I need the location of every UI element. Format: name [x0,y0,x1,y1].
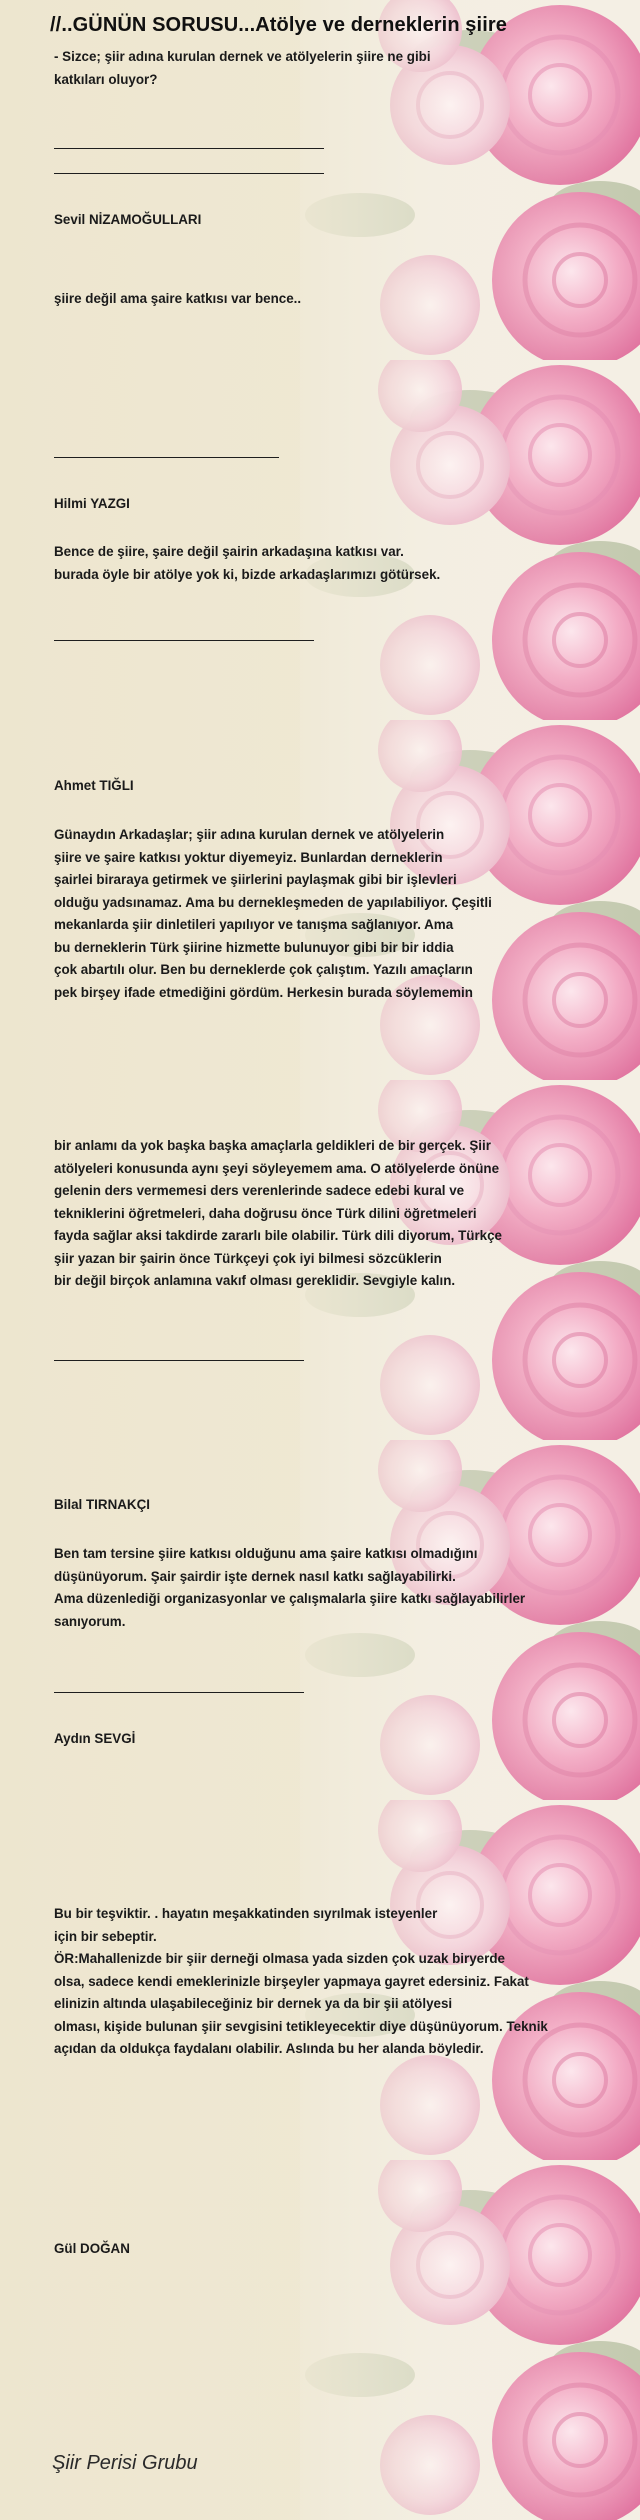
text-line: olması, kişide bulunan şiir sevgisini tetikleyecektir diye düşünüyorum. Teknik [54,2018,548,2034]
text-line: Ama düzenlediği organizasyonlar ve çalışmalarla şiire katkı sağlayabilirler [54,1591,526,1606]
text-line: olsa, sadece kendi emeklerinizle birşeyler yapmaya gayret edersiniz. Fakat [54,1973,529,1989]
text-line: gelenin ders vermemesi ders verenlerinde sadece edebi kural ve [54,1183,465,1198]
text-line: düşünüyorum. Şair şairdir işte dernek nasıl katkı sağlayabilirki. [54,1568,456,1584]
text-line: burada öyle bir atölye yok ki, bizde arkadaşlarımızı götürsek. [54,566,441,582]
text-line: Ben tam tersine şiire katkısı olduğunu ama şaire katkısı olmadığını [54,1546,478,1561]
divider [54,457,279,458]
divider [54,640,314,641]
text-line: atölyeleri konusunda aynı şeyi söyleyemem ama. O atölyelerde önüne [54,1160,500,1176]
page-title: //..GÜNÜN SORUSU...Atölye ve derneklerin şiire [50,14,507,36]
answer-text [54,824,492,1004]
text-line: şiire ve şaire katkısı yoktur diyemeyiz. Bunlardan derneklerin [54,849,443,865]
answer-text [54,541,440,586]
answer-text [54,1543,525,1633]
text-line: şiir yazan bir şairin önce Türkçeyi çok iyi bilmesi sözcüklerin [54,1250,442,1266]
text-line: sanıyorum. [54,1613,126,1629]
text-line: şairlei biraraya getirmek ve şiirlerini paylaşmak gibi bir işlevleri [54,872,457,887]
author-name: Aydın SEVGİ [54,1731,136,1746]
answer-text [54,1135,502,1293]
divider [54,1360,304,1361]
text-line: Bence de şiire, şaire değil şairin arkadaşına katkısı var. [54,544,404,559]
answer-text [54,1903,548,2061]
text-line: mekanlarda şiir dinletileri yapılıyor ve tanışma sağlanıyor. Ama [54,917,454,932]
text-line: Bu bir teşviktir. . hayatın meşakkatinden sıyrılmak isteyenler [54,1906,438,1921]
text-line: ÖR:Mahallenizde bir şiir derneği olmasa yada sizden çok uzak biryerde [54,1951,505,1966]
text-line: elinizin altında ulaşabileceğiniz bir dernek ya da bir şii atölyesi [54,1996,453,2011]
answer-text [54,288,301,311]
text-line: pek birşey ifade etmediğini gördüm. Herkesin burada söylememin [54,984,473,1000]
divider [54,1692,304,1693]
text-line: bir anlamı da yok başka başka amaçlarla geldikleri de bir gerçek. Şiir [54,1138,491,1153]
text-line: bu derneklerin Türk şiirine hizmette bulunuyor gibi bir bir iddia [54,939,454,955]
divider [54,148,324,149]
text-line: olduğu yadsınamaz. Ama bu dernekleşmeden de yapılabiliyor. Çeşitli [54,894,492,910]
author-name: Gül DOĞAN [54,2241,130,2256]
text-line: açıdan da oldukça faydalanı olabilir. Aslında bu her alanda böyledir. [54,2041,484,2056]
question [54,46,431,91]
text-line: tekniklerini öğretmeleri, daha doğrusu önce Türk dilini öğretmeleri [54,1205,477,1221]
text-line: Günaydın Arkadaşlar; şiir adına kurulan dernek ve atölyelerin [54,827,445,842]
text-line: katkıları oluyor? [54,71,158,87]
author-name: Bilal TIRNAKÇI [54,1497,150,1512]
text-line: fayda sağlar aksi takdirde zararlı bile olabilir. Türk dili diyorum, Türkçe [54,1228,503,1243]
text-line: - Sizce; şiir adına kurulan dernek ve atölyelerin şiire ne gibi [54,49,431,64]
text-line: çok abartılı olur. Ben bu derneklerde çok çalıştım. Yazılı amaçların [54,962,473,977]
author-name: Ahmet TIĞLI [54,778,134,793]
author-name: Hilmi YAZGI [54,496,130,511]
text-line: için bir sebeptir. [54,1928,157,1944]
author-name: Sevil NİZAMOĞULLARI [54,212,202,227]
divider [54,173,324,174]
text-line: şiire değil ama şaire katkısı var bence.. [54,291,302,306]
signature: Şiir Perisi Grubu [52,2452,198,2474]
text-line: bir değil birçok anlamına vakıf olması gereklidir. Sevgiyle kalın. [54,1273,456,1288]
